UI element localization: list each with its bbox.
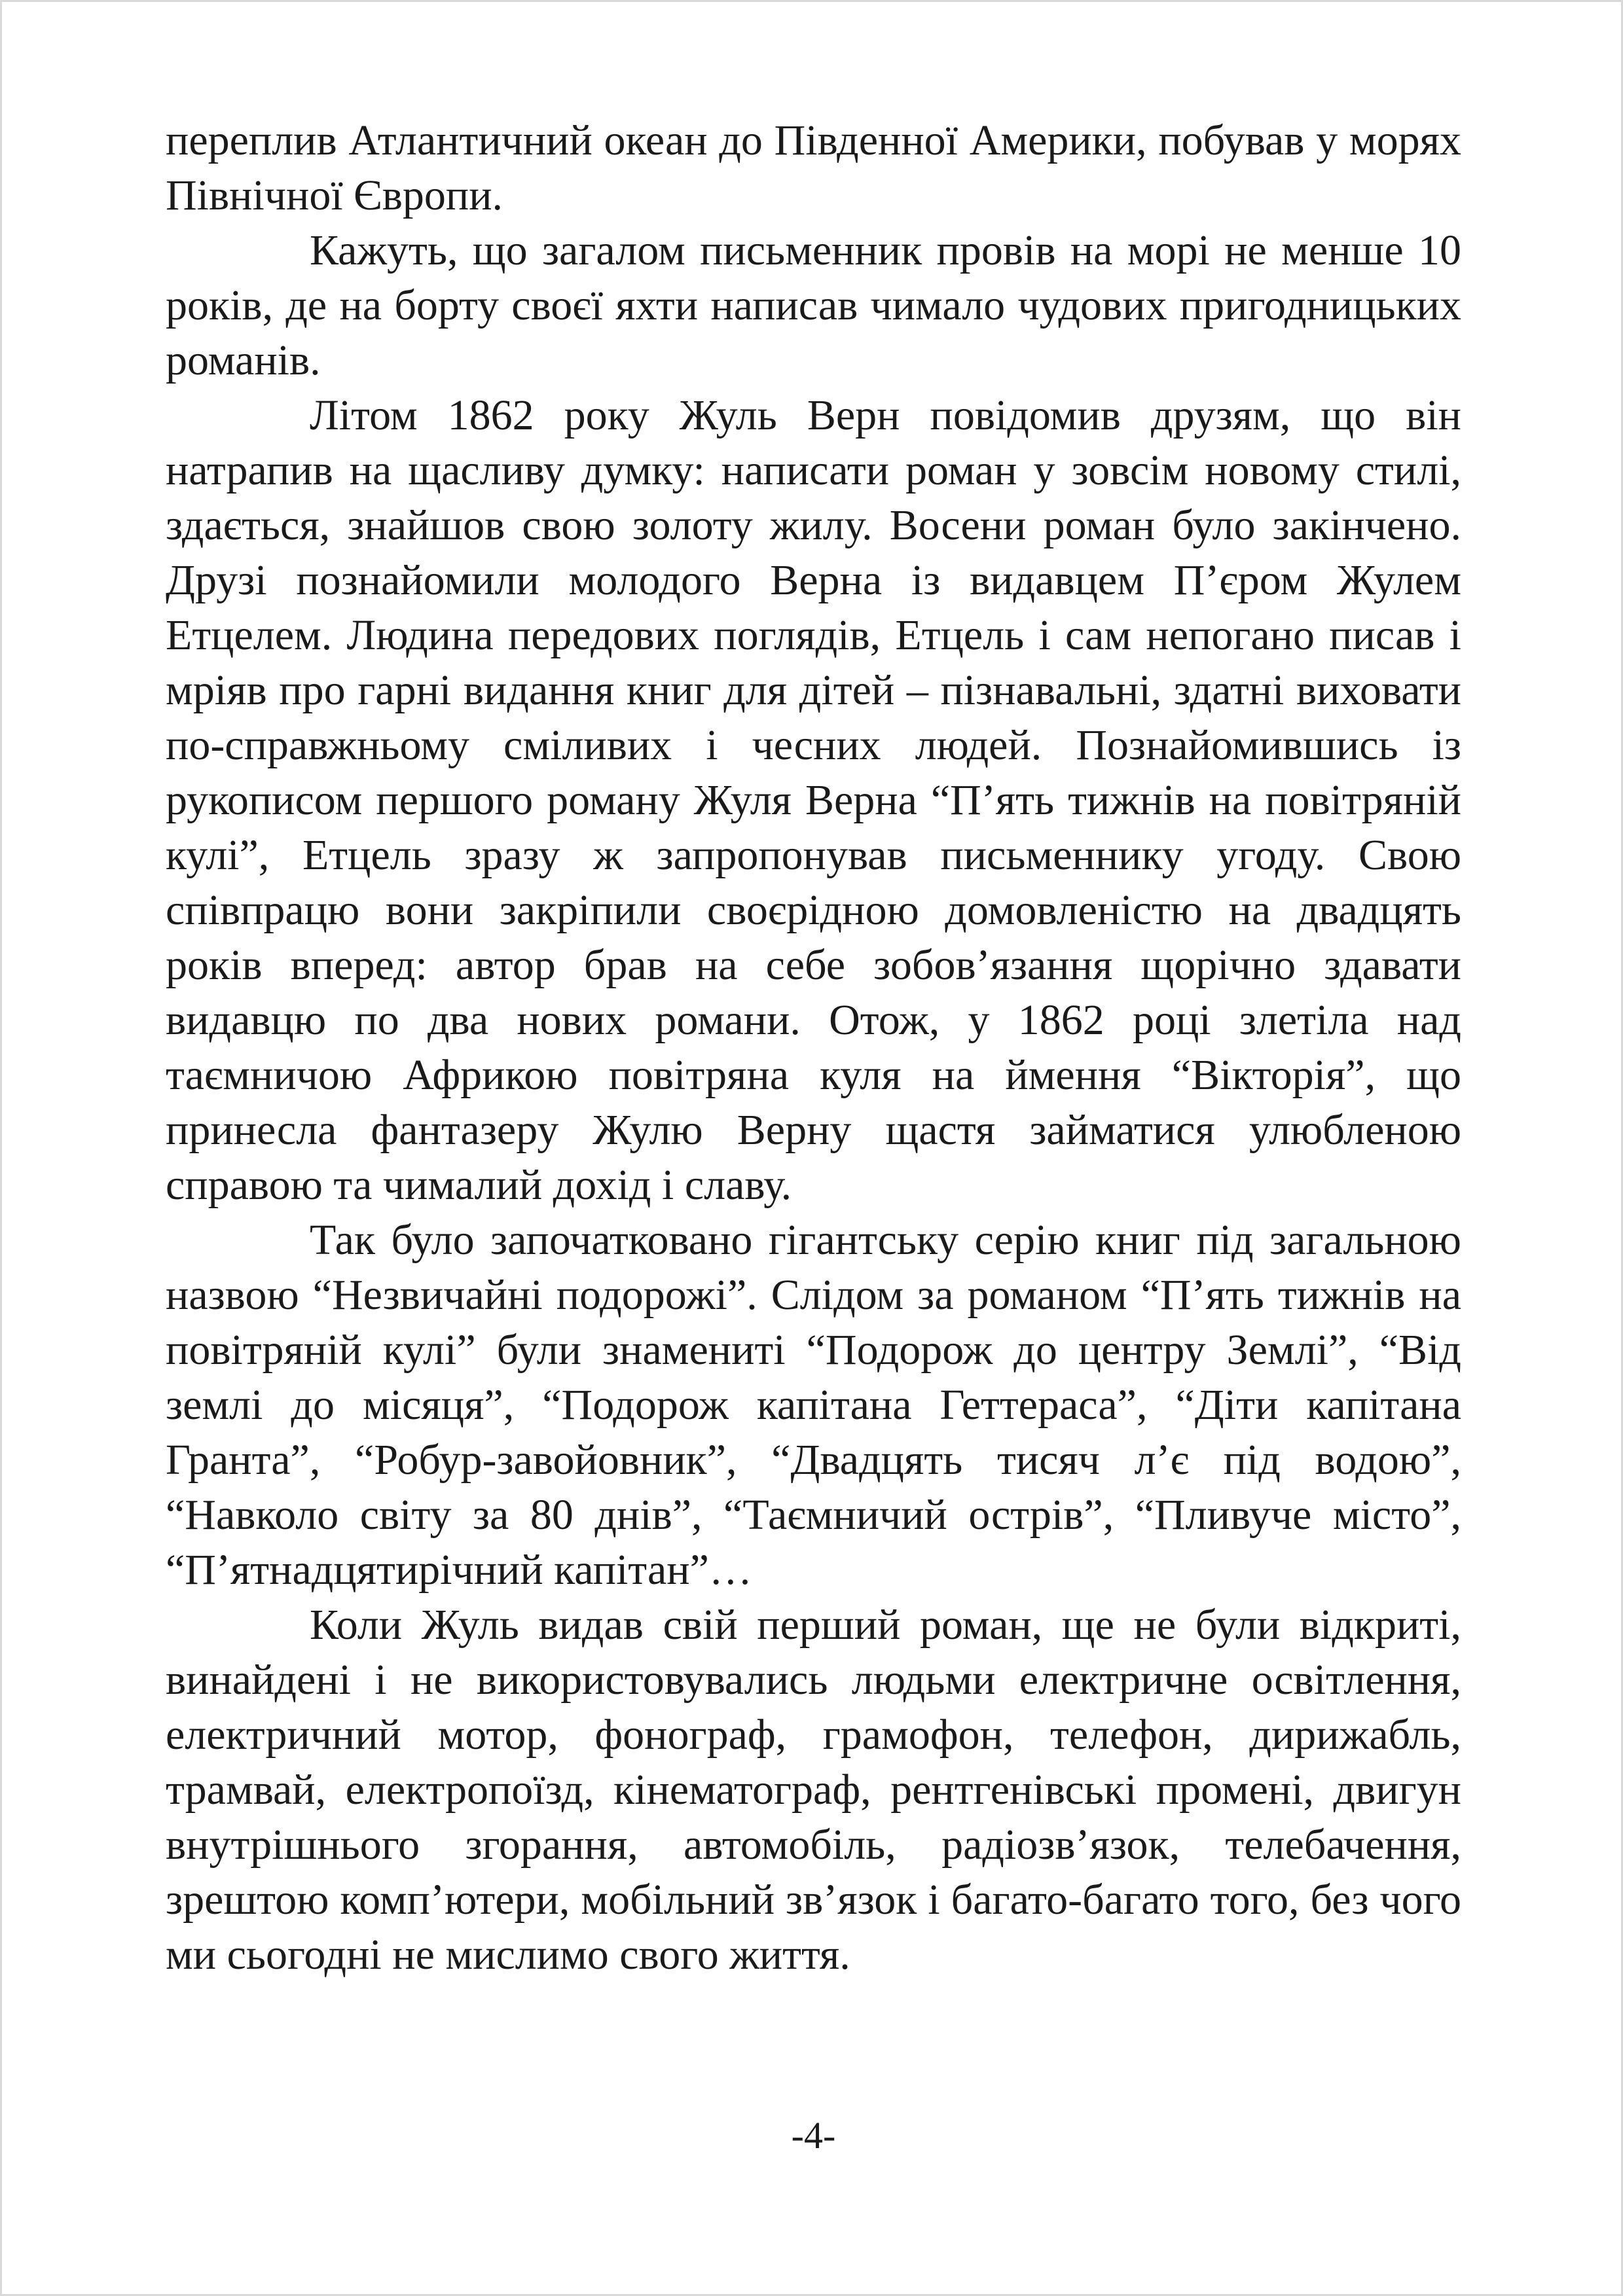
body-text <box>166 113 1461 1982</box>
paragraph-extraordinary-voyages: Так було започатковано гігантську серію книг під загальною назвою “Незвичайні подорожі”. Слідом за романом “П’ять тижнів на повітряній кулі” були знамениті “Подорож до центру Землі”, “Від землі до місяця”, “Подорож капітана Геттераса”, “Діти капітана Гранта”, “Робур-завойовник”, “Двадцять тисяч л’є під водою”, “Навколо світу за 80 днів”, “Таємничий острів”, “Пливуче місто”, “П’ятнадцятирічний капітан”… <box>166 1216 1461 1594</box>
page-number: -4- <box>791 2114 836 2157</box>
paragraph-inventions: Коли Жуль видав свій перший роман, ще не були відкриті, винайдені і не використовувались людьми електричне освітлення, електричний мотор, фонограф, грамофон, телефон, дирижабль, трамвай, електропоїзд, кінематограф, рентгенівські промені, двигун внутрішнього згорання, автомобіль, радіозв’язок, телебачення, зрештою комп’ютери, мобільний зв’язок і багато-багато того, без чого ми сьогодні не мислимо свого життя. <box>166 1601 1461 1979</box>
paragraph-continuation: переплив Атлантичний океан до Південної Америки, побував у морях Північної Європи. <box>166 117 1461 219</box>
paragraph-hetzel-contract: Літом 1862 року Жуль Верн повідомив друзям, що він натрапив на щасливу думку: написати роман у зовсім новому стилі, здається, знайшов свою золоту жилу. Восени роман було закінчено. Друзі познайомили молодого Верна із видавцем П’єром Жулем Етцелем. Людина передових поглядів, Етцель і сам непогано писав і мріяв про гарні видання книг для дітей – пізнавальні, здатні виховати по-справжньому сміливих і чесних людей. Познайомившись із рукописом першого роману Жуля Верна “П’ять тижнів на повітряній кулі”, Етцель зразу ж запропонував письменнику угоду. Свою співпрацю вони закріпили своєрідною домовленістю на двадцять років вперед: автор брав на себе зобов’язання щорічно здавати видавцю по два нових романи. Отож, у 1862 році злетіла над таємничою Африкою повітряна куля на ймення “Вікторія”, що принесла фантазеру Жулю Верну щастя займатися улюбленою справою та чималий дохід і славу. <box>166 391 1461 1209</box>
paragraph-years-at-sea: Кажуть, що загалом письменник провів на морі не менше 10 років, де на борту своєї яхти написав чимало чудових пригодницьких романів. <box>166 226 1461 384</box>
